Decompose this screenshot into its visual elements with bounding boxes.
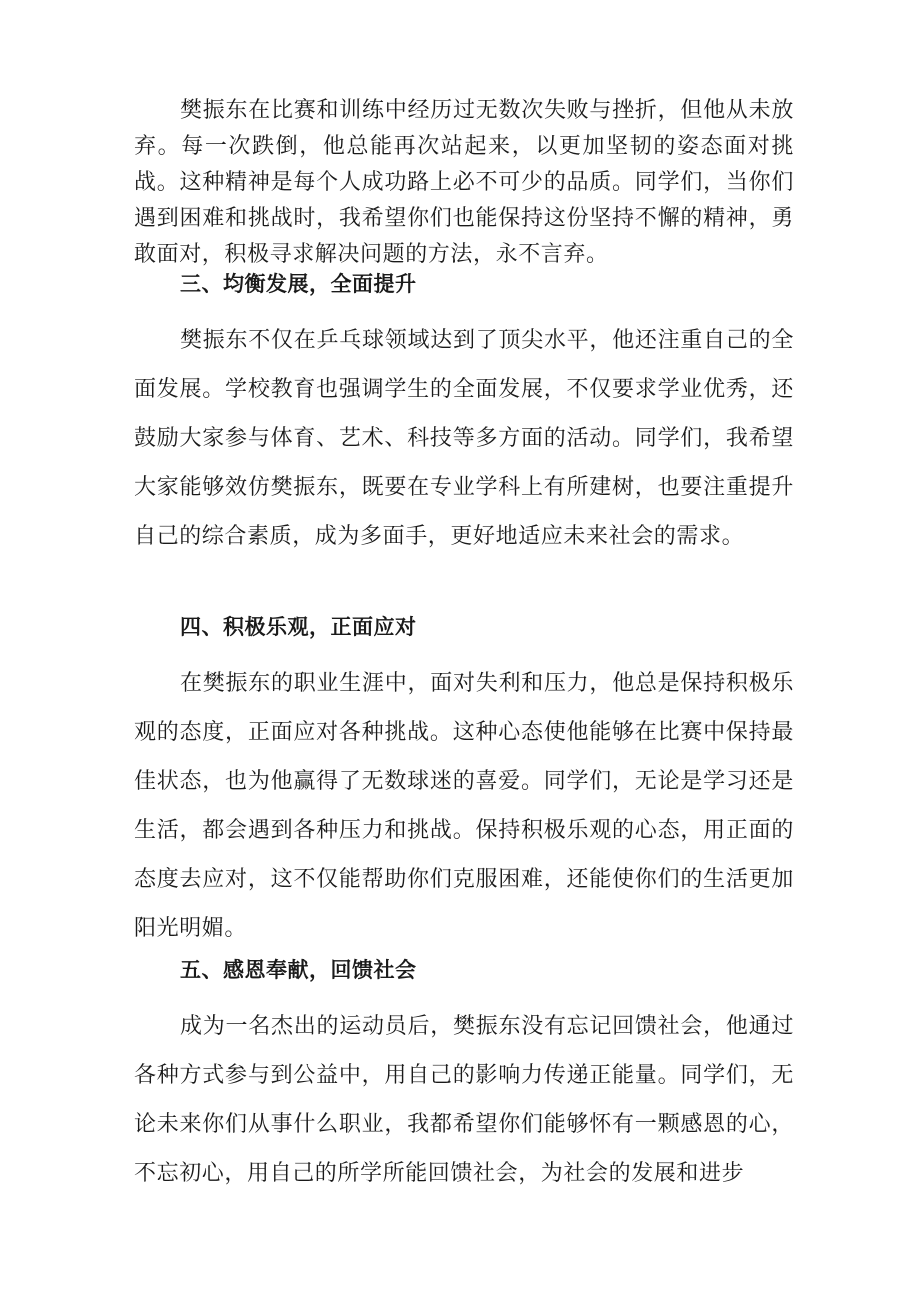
section-heading-gratitude: 五、感恩奉献，回馈社会 (180, 958, 417, 982)
paragraph-perseverance: 樊振东在比赛和训练中经历过无数次失败与挫折，但他从未放弃。每一次跌倒，他总能再次站起来，以更加坚韧的姿态面对挑战。这种精神是每个人成功路上必不可少的品质。同学们，当你们遇到困难和挑战时，我希望你们也能保持这份坚持不懈的精神，勇敢面对，积极寻求解决问题的方法，永不言弃。 (134, 98, 794, 267)
paragraph-positive-attitude: 在樊振东的职业生涯中，面对失利和压力，他总是保持积极乐观的态度，正面应对各种挑战。这种心态使他能够在比赛中保持最佳状态，也为他赢得了无数球迷的喜爱。同学们，无论是学习还是生活，都会遇到各种压力和挑战。保持积极乐观的心态，用正面的态度去应对，这不仅能帮助你们克服困难，还能使你们的生活更加阳光明媚。 (134, 671, 794, 941)
paragraph-balanced-development: 樊振东不仅在乒乓球领域达到了顶尖水平，他还注重自己的全面发展。学校教育也强调学生的全面发展，不仅要求学业优秀，还鼓励大家参与体育、艺术、科技等多方面的活动。同学们，我希望大家能够效仿樊振东，既要在专业学科上有所建树，也要注重提升自己的综合素质，成为多面手，更好地适应未来社会的需求。 (134, 328, 794, 549)
paragraph-gratitude: 成为一名杰出的运动员后，樊振东没有忘记回馈社会，他通过各种方式参与到公益中，用自己的影响力传递正能量。同学们，无论未来你们从事什么职业，我都希望你们能够怀有一颗感恩的心，不忘初心，用自己的所学所能回馈社会，为社会的发展和进步 (134, 1014, 794, 1186)
section-heading-balanced-development: 三、均衡发展，全面提升 (180, 272, 417, 296)
section-heading-positive-attitude: 四、积极乐观，正面应对 (180, 615, 417, 639)
